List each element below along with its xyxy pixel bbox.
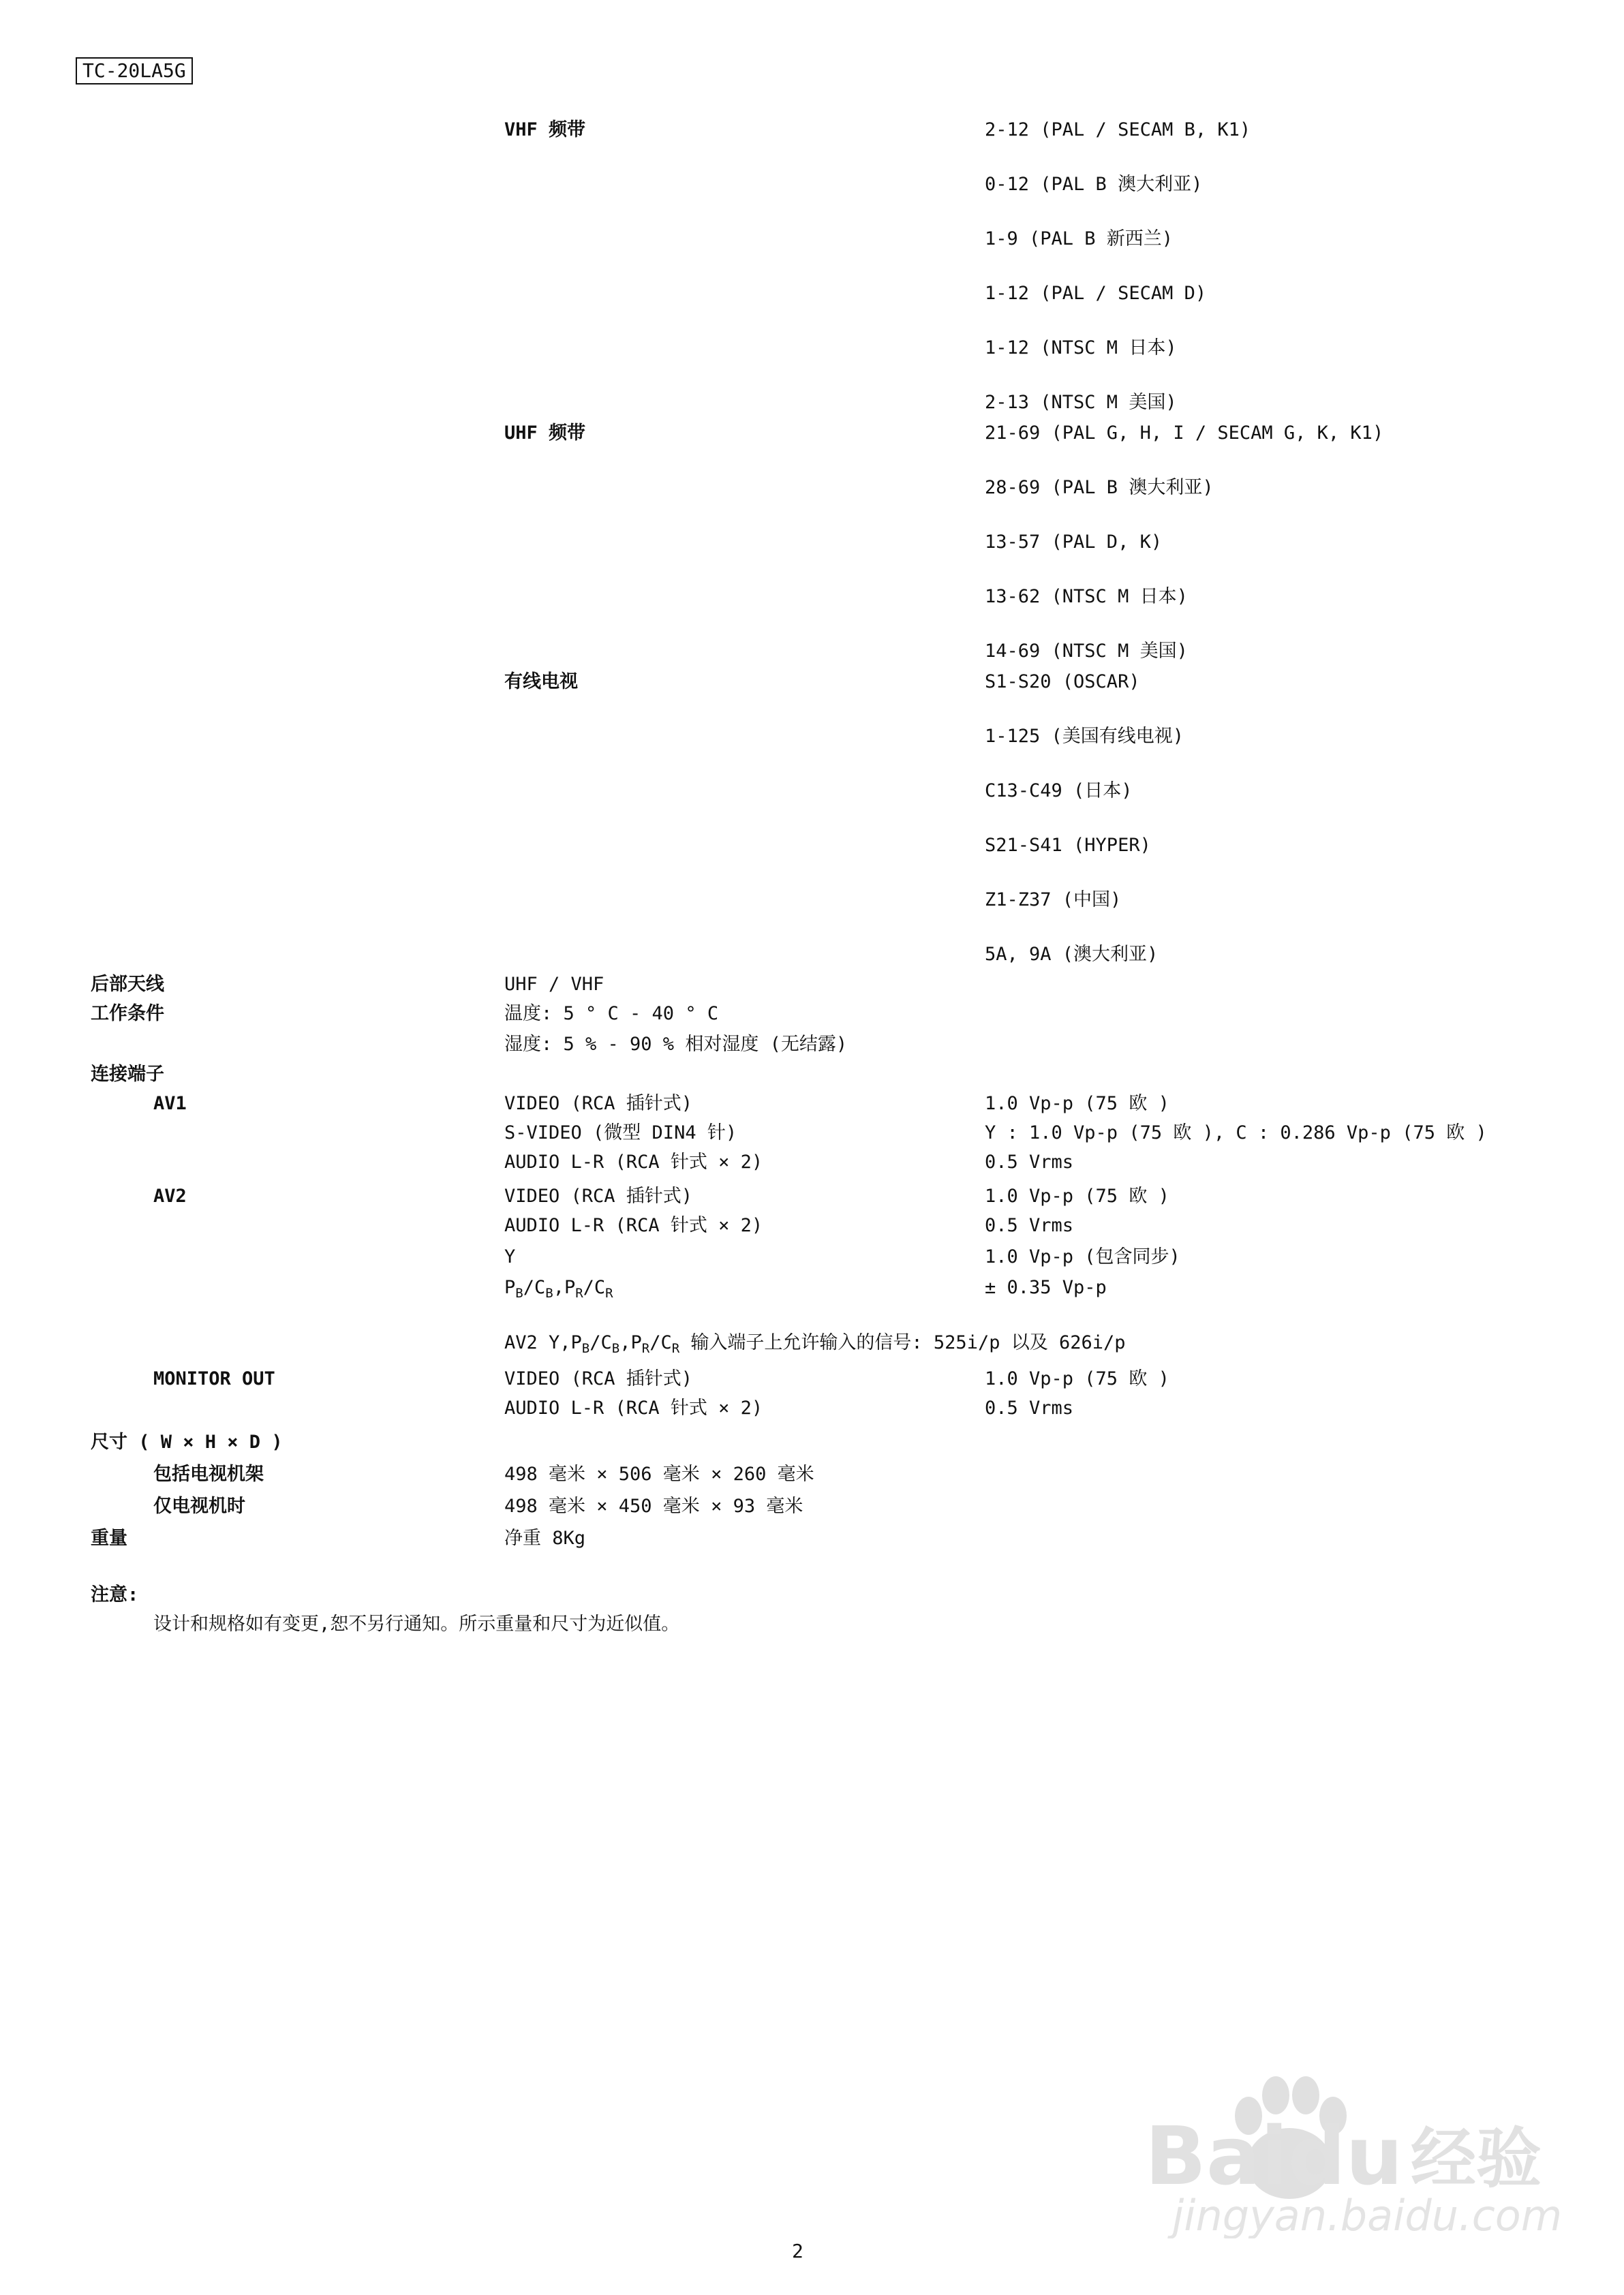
- uhf-value: 13-62 (NTSC M 日本): [985, 586, 1188, 607]
- vhf-value: 2-13 (NTSC M 美国): [985, 392, 1177, 413]
- av2-audio-name: AUDIO L-R (RCA 针式 × 2): [504, 1215, 763, 1236]
- cable-value: S1-S20 (OSCAR): [985, 671, 1140, 692]
- pbpr-sub: R: [575, 1286, 583, 1301]
- without-stand-value: 498 毫米 × 450 毫米 × 93 毫米: [504, 1496, 803, 1517]
- note-text: /C: [589, 1332, 612, 1353]
- with-stand-value: 498 毫米 × 506 毫米 × 260 毫米: [504, 1464, 814, 1485]
- notes-label: 注意:: [91, 1584, 139, 1605]
- av1-svideo-spec: Y : 1.0 Vp-p (75 欧 ), C : 0.286 Vp-p (75 欧 ): [985, 1122, 1487, 1143]
- av2-video-spec: 1.0 Vp-p (75 欧 ): [985, 1186, 1169, 1207]
- watermark-brand: Baidu: [1145, 2109, 1403, 2203]
- page-number: 2: [792, 2240, 803, 2262]
- av2-label: AV2: [153, 1186, 187, 1207]
- pbpr-text: P: [504, 1277, 516, 1298]
- pbpr-sub: B: [545, 1286, 553, 1301]
- note-sub: B: [611, 1341, 620, 1356]
- vhf-value: 1-12 (NTSC M 日本): [985, 337, 1177, 358]
- av2-y-spec: 1.0 Vp-p (包含同步): [985, 1246, 1180, 1267]
- av1-svideo-name: S-VIDEO (微型 DIN4 针): [504, 1122, 737, 1143]
- vhf-value: 1-9 (PAL B 新西兰): [985, 228, 1174, 249]
- antenna-label: 后部天线: [91, 974, 164, 995]
- monitor-out-label: MONITOR OUT: [153, 1368, 275, 1389]
- vhf-value: 2-12 (PAL / SECAM B, K1): [985, 119, 1251, 140]
- terminals-label: 连接端子: [91, 1064, 164, 1085]
- monitor-video-name: VIDEO (RCA 插针式): [504, 1368, 693, 1389]
- monitor-audio-spec: 0.5 Vrms: [985, 1398, 1074, 1419]
- vhf-label: VHF 频带: [504, 119, 586, 140]
- uhf-value: 28-69 (PAL B 澳大利亚): [985, 477, 1214, 498]
- note-sub: R: [671, 1341, 680, 1356]
- av2-pbpr-name: [504, 1278, 613, 1300]
- cable-value: C13-C49 (日本): [985, 780, 1133, 801]
- monitor-audio-name: AUDIO L-R (RCA 针式 × 2): [504, 1398, 763, 1419]
- cable-value: Z1-Z37 (中国): [985, 889, 1122, 910]
- without-stand-label: 仅电视机时: [153, 1496, 245, 1517]
- model-number-box: [76, 57, 193, 84]
- av2-video-name: VIDEO (RCA 插针式): [504, 1186, 693, 1207]
- pbpr-sub: B: [515, 1286, 523, 1301]
- note-text: AV2 Y,P: [504, 1332, 582, 1353]
- with-stand-label: 包括电视机架: [153, 1464, 264, 1485]
- av1-audio-name: AUDIO L-R (RCA 针式 × 2): [504, 1152, 763, 1173]
- watermark-url: jingyan.baidu.com: [1172, 2191, 1563, 2238]
- uhf-value: 13-57 (PAL D, K): [985, 532, 1163, 553]
- uhf-label: UHF 频带: [504, 422, 586, 444]
- vhf-value: 0-12 (PAL B 澳大利亚): [985, 174, 1203, 195]
- uhf-value: 21-69 (PAL G, H, I / SECAM G, K, K1): [985, 422, 1384, 444]
- cable-value: 5A, 9A (澳大利亚): [985, 944, 1159, 965]
- model-number: TC-20LA5G: [82, 59, 186, 82]
- antenna-value: UHF / VHF: [504, 974, 604, 995]
- dimensions-label: 尺寸 ( W × H × D ): [91, 1432, 283, 1453]
- note-sub: R: [641, 1341, 650, 1356]
- notes-text: 设计和规格如有变更,恕不另行通知。所示重量和尺寸为近似值。: [153, 1614, 680, 1635]
- av2-audio-spec: 0.5 Vrms: [985, 1215, 1074, 1236]
- operating-label: 工作条件: [91, 1003, 164, 1024]
- av1-video-name: VIDEO (RCA 插针式): [504, 1093, 693, 1114]
- temperature-value: 温度: 5 ° C - 40 ° C: [504, 1003, 719, 1024]
- uhf-value: 14-69 (NTSC M 美国): [985, 641, 1188, 662]
- note-sub: B: [581, 1341, 590, 1356]
- cable-label: 有线电视: [504, 671, 578, 692]
- av1-video-spec: 1.0 Vp-p (75 欧 ): [985, 1093, 1169, 1114]
- weight-value: 净重 8Kg: [504, 1528, 586, 1549]
- weight-label: 重量: [91, 1528, 127, 1549]
- cable-value: S21-S41 (HYPER): [985, 835, 1151, 856]
- monitor-video-spec: 1.0 Vp-p (75 欧 ): [985, 1368, 1169, 1389]
- pbpr-sub: R: [605, 1286, 613, 1301]
- baidu-watermark: [1145, 2061, 1581, 2238]
- note-text: /C: [649, 1332, 672, 1353]
- pbpr-text: /C: [523, 1277, 546, 1298]
- cable-value: 1-125 (美国有线电视): [985, 726, 1184, 747]
- av1-label: AV1: [153, 1093, 187, 1114]
- note-text: 输入端子上允许输入的信号: 525i/p 以及 626i/p: [679, 1332, 1126, 1353]
- av1-audio-spec: 0.5 Vrms: [985, 1152, 1074, 1173]
- pbpr-text: ,P: [553, 1277, 576, 1298]
- av2-pbpr-spec: ± 0.35 Vp-p: [985, 1277, 1107, 1298]
- pbpr-text: /C: [583, 1277, 606, 1298]
- humidity-value: 湿度: 5 % - 90 % 相对湿度 (无结露): [504, 1034, 848, 1055]
- av2-y-name: Y: [504, 1246, 516, 1267]
- note-text: ,P: [619, 1332, 642, 1353]
- vhf-value: 1-12 (PAL / SECAM D): [985, 283, 1207, 304]
- av2-signal-note: [504, 1334, 1126, 1355]
- watermark-brand-cn: 经验: [1411, 2121, 1542, 2197]
